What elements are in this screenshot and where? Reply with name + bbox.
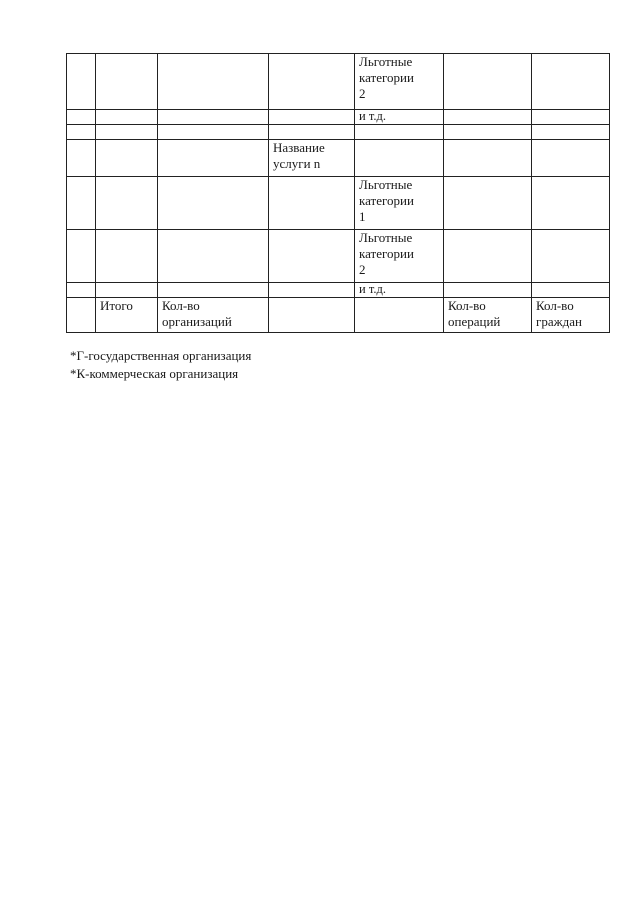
- table-cell: [269, 177, 355, 230]
- footnote-commercial-org: *К-коммерческая организация: [70, 366, 239, 381]
- table-cell: Льготные категории 2: [355, 230, 444, 283]
- table-cell: [355, 140, 444, 177]
- table-cell: [269, 125, 355, 140]
- table-cell: [355, 298, 444, 333]
- table-cell: [444, 125, 532, 140]
- table-cell: [67, 230, 96, 283]
- table-cell: [532, 125, 610, 140]
- table-cell: Льготные категории 1: [355, 177, 444, 230]
- table-cell: [96, 125, 158, 140]
- table-cell: [444, 177, 532, 230]
- table-cell: [158, 140, 269, 177]
- table-cell: и т.д.: [355, 283, 444, 298]
- table-cell: [158, 283, 269, 298]
- table-cell: [269, 283, 355, 298]
- table-cell: [269, 54, 355, 110]
- table-cell: [269, 230, 355, 283]
- table-cell: [532, 54, 610, 110]
- table-cell: [96, 283, 158, 298]
- footnote-state-org: *Г-государственная организация: [70, 348, 252, 363]
- table-row: [67, 125, 610, 140]
- table-cell: [67, 283, 96, 298]
- report-table: [66, 53, 610, 333]
- table-cell: [158, 230, 269, 283]
- table-cell: [532, 110, 610, 125]
- table-row: [67, 230, 610, 283]
- table-cell: [269, 298, 355, 333]
- table-row: [67, 177, 610, 230]
- table-row: [67, 283, 610, 298]
- footnotes: [70, 347, 251, 383]
- table-cell: [355, 125, 444, 140]
- table-cell: [532, 230, 610, 283]
- table-cell: [67, 177, 96, 230]
- table-cell: [67, 54, 96, 110]
- table-cell: [67, 298, 96, 333]
- table-cell: [444, 54, 532, 110]
- table-cell: [96, 177, 158, 230]
- table-cell: [96, 230, 158, 283]
- table-cell: [158, 177, 269, 230]
- table-cell: [532, 140, 610, 177]
- table-row: [67, 298, 610, 333]
- table-cell: [67, 110, 96, 125]
- table-cell: [158, 110, 269, 125]
- table-cell: Кол-во организаций: [158, 298, 269, 333]
- table-cell: [444, 283, 532, 298]
- table-cell: [96, 140, 158, 177]
- table-row: [67, 140, 610, 177]
- table-cell: Итого: [96, 298, 158, 333]
- table-cell: Кол-во граждан: [532, 298, 610, 333]
- table-cell: [67, 125, 96, 140]
- table-cell: Льготные категории 2: [355, 54, 444, 110]
- table-cell: [532, 177, 610, 230]
- table-cell: [444, 230, 532, 283]
- table-cell: [532, 283, 610, 298]
- table-cell: Кол-во операций: [444, 298, 532, 333]
- table-cell: [444, 110, 532, 125]
- table-row: [67, 110, 610, 125]
- table-cell: [158, 125, 269, 140]
- table-cell: [269, 110, 355, 125]
- table-cell: Название услуги n: [269, 140, 355, 177]
- table-cell: [444, 140, 532, 177]
- table-row: [67, 54, 610, 110]
- table-cell: и т.д.: [355, 110, 444, 125]
- table-cell: [67, 140, 96, 177]
- table-cell: [158, 54, 269, 110]
- table-cell: [96, 54, 158, 110]
- table-cell: [96, 110, 158, 125]
